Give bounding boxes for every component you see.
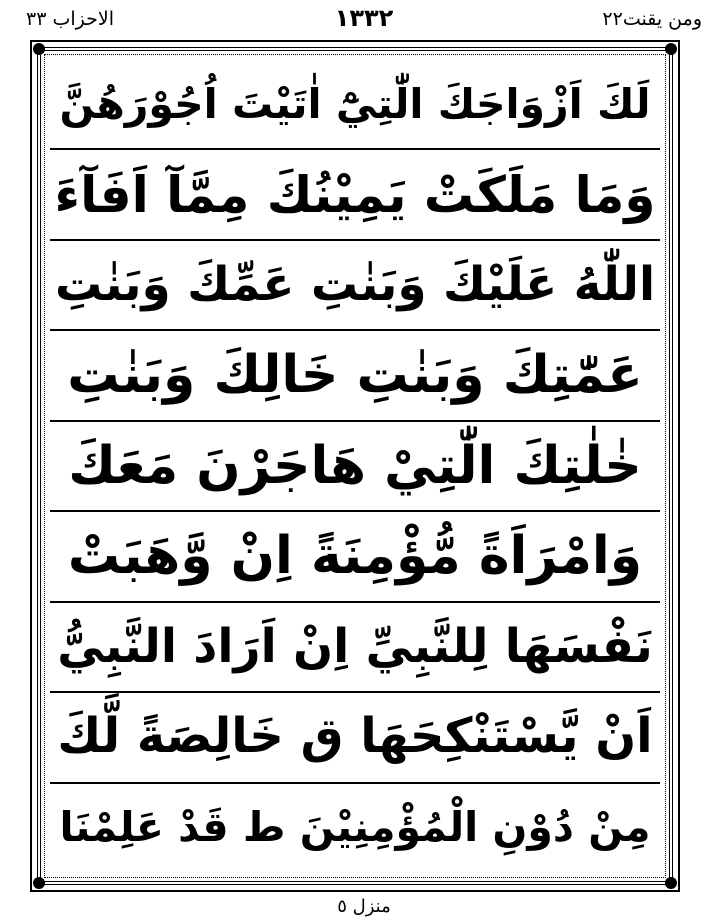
verse-line [50,512,660,602]
verse-line [50,241,660,331]
juz-name: ومن يقنت٢٢ [602,8,702,30]
verse-text: اللّٰهُ عَلَيْكَ وَبَنٰتِ عَمِّكَ وَبَنٰتِ [54,256,656,312]
verse-text: خٰلٰتِكَ الّٰتِيْ هَاجَرْنَ مَعَكَ [68,435,642,496]
verse-line [50,60,660,150]
verse-text: مِنْ دُوْنِ الْمُؤْمِنِيْنَ ط قَدْ عَلِمْنَا [59,803,651,852]
corner-ornament [33,877,45,889]
verse-line [50,603,660,693]
verse-line [50,693,660,783]
page-frame-inner [37,47,673,885]
page-header [0,0,728,40]
verse-line [50,784,660,872]
corner-ornament [665,877,677,889]
verse-line [50,150,660,240]
corner-ornament [665,43,677,55]
verse-lines [50,60,660,872]
verse-text: وَامْرَاَةً مُّؤْمِنَةً اِنْ وَّهَبَتْ [67,526,643,587]
corner-ornament [33,43,45,55]
verse-text: نَفْسَهَا لِلنَّبِيِّ اِنْ اَرَادَ النَّبِيُّ [57,618,653,674]
manzil-marker: منزل ٥ [337,896,391,917]
page-frame [30,40,680,892]
verse-text: لَكَ اَزْوَاجَكَ الّٰتِيْٓ اٰتَيْتَ اُجُوْرَهُنَّ [59,79,651,128]
surah-name: الاحزاب ٣٣ [26,8,114,30]
verse-line [50,331,660,421]
verse-text: عَمّٰتِكَ وَبَنٰتِ خَالِكَ وَبَنٰتِ [67,345,643,406]
verse-text: وَمَا مَلَكَتْ يَمِيْنُكَ مِمَّآ اَفَآءَ [54,165,656,224]
page-number: ١٣٣٢ [334,4,394,32]
verse-text: اَنْ يَّسْتَنْكِحَهَا ق خَالِصَةً لَّكَ [57,708,653,765]
verse-line [50,422,660,512]
